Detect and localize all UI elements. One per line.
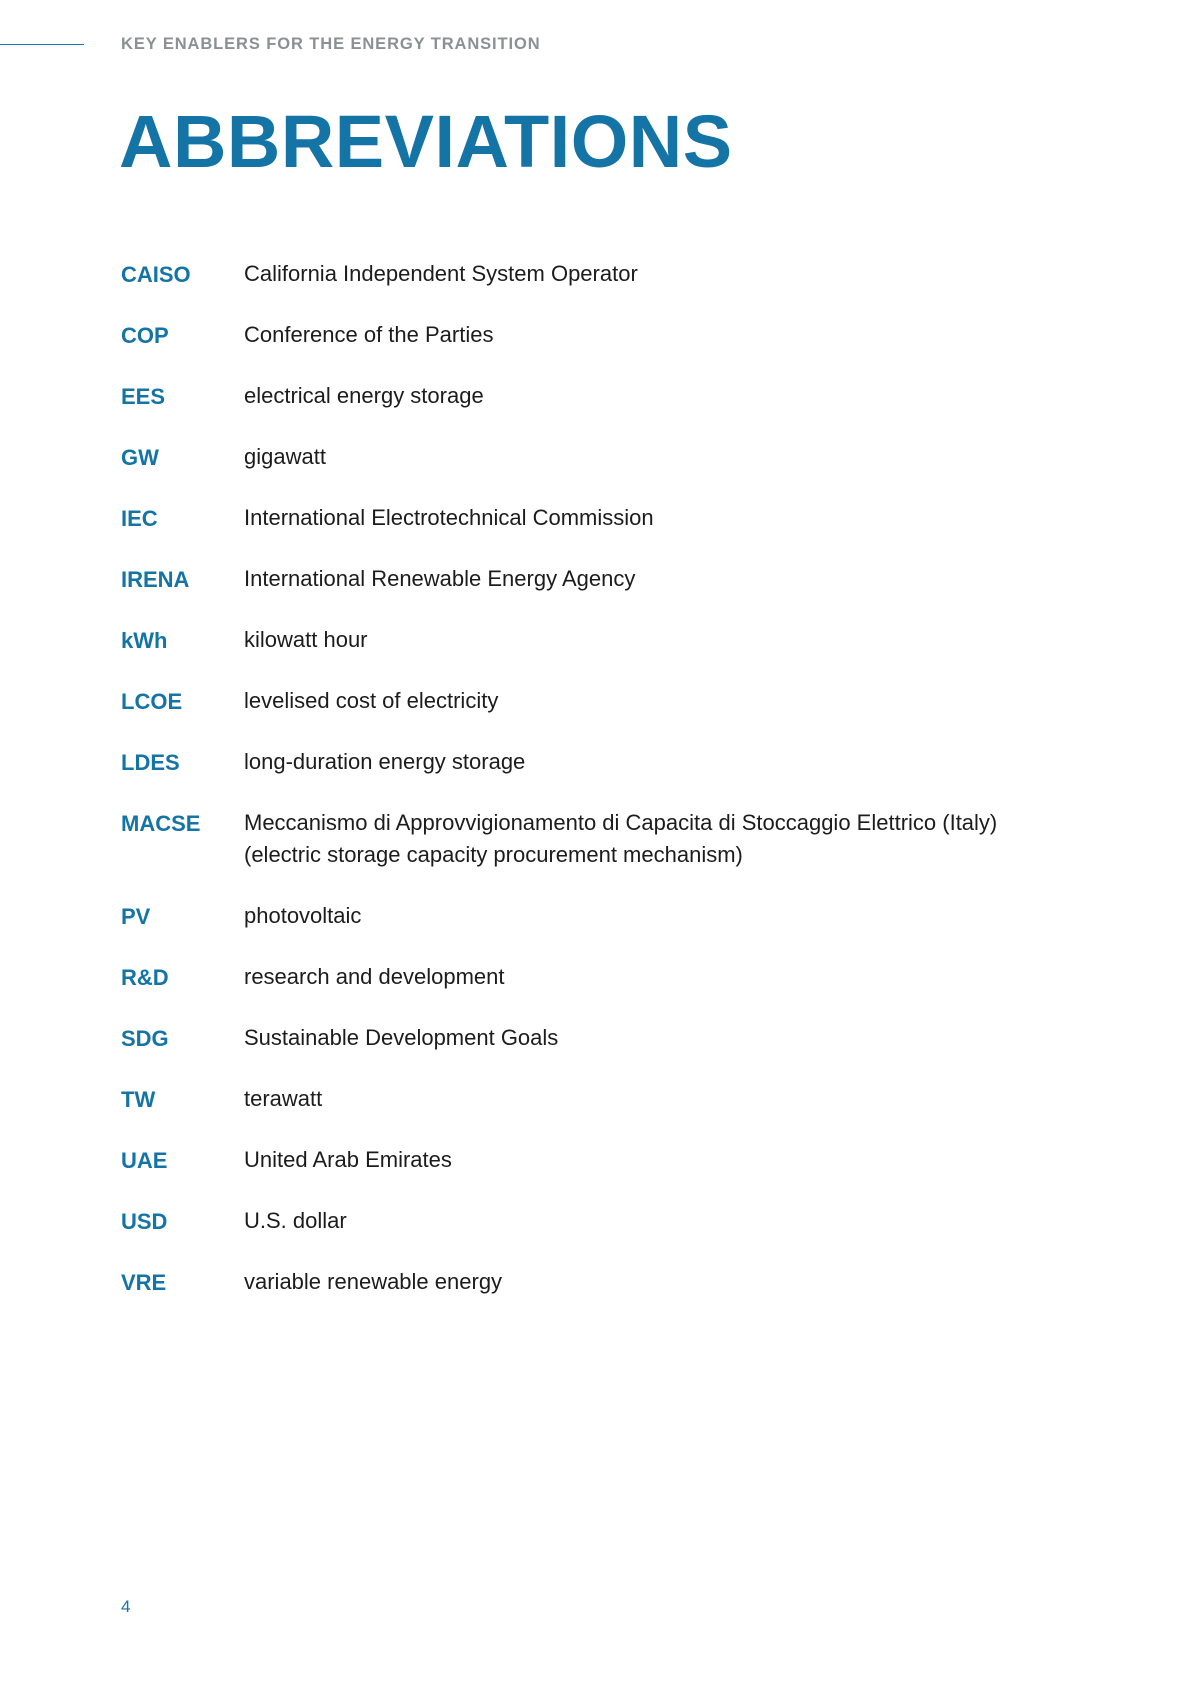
abbreviation-row xyxy=(121,1147,1101,1176)
abbreviation-term: CAISO xyxy=(121,262,191,287)
abbreviation-term: USD xyxy=(121,1209,168,1234)
abbreviation-definition xyxy=(244,563,1101,595)
page-number: 4 xyxy=(121,1597,131,1616)
abbreviation-row xyxy=(121,1025,1101,1054)
abbreviation-row xyxy=(121,964,1101,993)
definition-line: U.S. dollar xyxy=(244,1208,347,1233)
abbreviation-list xyxy=(121,261,1101,1330)
abbreviation-term: IEC xyxy=(121,506,158,531)
abbreviation-definition xyxy=(244,1083,1101,1115)
abbreviation-definition xyxy=(244,319,1101,351)
abbreviation-term: UAE xyxy=(121,1148,168,1173)
abbreviation-row xyxy=(121,261,1101,290)
page-title: ABBREVIATIONS xyxy=(119,100,733,183)
abbreviation-term: MACSE xyxy=(121,811,201,836)
abbreviation-term: SDG xyxy=(121,1026,169,1051)
abbreviation-row xyxy=(121,444,1101,473)
abbreviation-definition xyxy=(244,1205,1101,1237)
abbreviation-term: PV xyxy=(121,904,151,929)
abbreviation-definition xyxy=(244,380,1101,412)
definition-line: International Electrotechnical Commission xyxy=(244,505,654,530)
header-rule xyxy=(0,44,84,45)
abbreviation-definition xyxy=(244,258,1101,290)
abbreviation-term: COP xyxy=(121,323,169,348)
definition-line: California Independent System Operator xyxy=(244,261,638,286)
abbreviation-term: kWh xyxy=(121,628,168,653)
abbreviation-definition xyxy=(244,502,1101,534)
abbreviation-term: LCOE xyxy=(121,689,183,714)
abbreviation-definition xyxy=(244,1266,1101,1298)
abbreviation-definition xyxy=(244,807,1101,871)
definition-line: gigawatt xyxy=(244,444,326,469)
abbreviation-definition xyxy=(244,1144,1101,1176)
abbreviation-definition xyxy=(244,685,1101,717)
definition-line: United Arab Emirates xyxy=(244,1147,452,1172)
abbreviation-row xyxy=(121,322,1101,351)
abbreviation-row xyxy=(121,749,1101,778)
definition-line: Meccanismo di Approvvigionamento di Capacita di Stoccaggio Elettrico (Italy) xyxy=(244,810,998,835)
abbreviation-row xyxy=(121,810,1101,871)
definition-line: levelised cost of electricity xyxy=(244,688,499,713)
abbreviation-term: VRE xyxy=(121,1270,167,1295)
abbreviation-term: LDES xyxy=(121,750,180,775)
abbreviation-definition xyxy=(244,441,1101,473)
definition-line: research and development xyxy=(244,964,505,989)
definition-line: terawatt xyxy=(244,1086,323,1111)
definition-line: variable renewable energy xyxy=(244,1269,503,1294)
abbreviation-definition xyxy=(244,746,1101,778)
abbreviation-term: EES xyxy=(121,384,166,409)
definition-line: Sustainable Development Goals xyxy=(244,1025,559,1050)
running-head: KEY ENABLERS FOR THE ENERGY TRANSITION xyxy=(121,35,541,53)
abbreviation-term: R&D xyxy=(121,965,169,990)
abbreviation-row xyxy=(121,1208,1101,1237)
abbreviation-term: TW xyxy=(121,1087,156,1112)
abbreviation-row xyxy=(121,627,1101,656)
definition-line: long-duration energy storage xyxy=(244,749,526,774)
definition-line: (electric storage capacity procurement mechanism) xyxy=(244,842,743,867)
abbreviation-row xyxy=(121,1269,1101,1298)
abbreviation-term: IRENA xyxy=(121,567,190,592)
definition-line: photovoltaic xyxy=(244,903,362,928)
abbreviation-row xyxy=(121,383,1101,412)
definition-line: International Renewable Energy Agency xyxy=(244,566,636,591)
abbreviation-row xyxy=(121,566,1101,595)
definition-line: kilowatt hour xyxy=(244,627,368,652)
abbreviation-row xyxy=(121,903,1101,932)
abbreviation-row xyxy=(121,505,1101,534)
abbreviation-definition xyxy=(244,1022,1101,1054)
definition-line: Conference of the Parties xyxy=(244,322,494,347)
abbreviation-row xyxy=(121,688,1101,717)
abbreviation-term: GW xyxy=(121,445,159,470)
abbreviation-definition xyxy=(244,624,1101,656)
abbreviation-definition xyxy=(244,900,1101,932)
definition-line: electrical energy storage xyxy=(244,383,484,408)
abbreviation-definition xyxy=(244,961,1101,993)
abbreviation-row xyxy=(121,1086,1101,1115)
